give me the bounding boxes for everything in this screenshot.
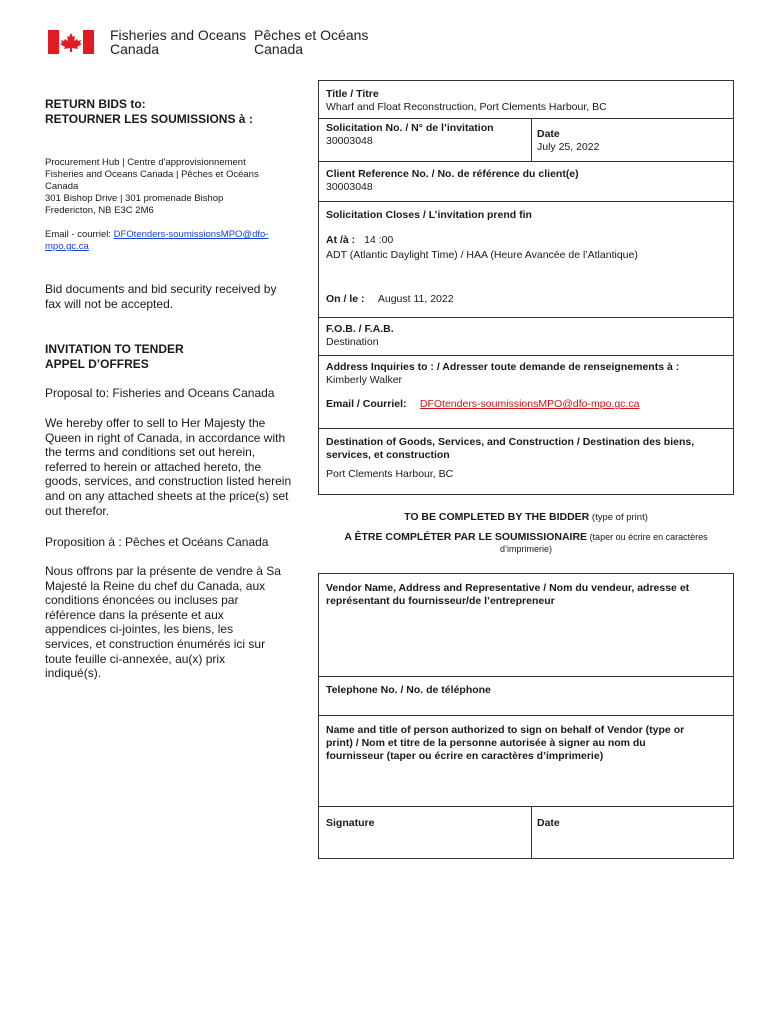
closing-time xyxy=(326,230,726,248)
at-label: At /à : xyxy=(326,234,356,246)
destination-label-cont: services, et construction xyxy=(326,449,450,461)
department-name-english xyxy=(110,28,246,56)
fob-field xyxy=(326,323,726,349)
divider xyxy=(318,428,734,429)
canada-flag-logo xyxy=(48,30,94,54)
authorized-person-field[interactable] xyxy=(326,724,728,763)
dept-fr-line2: Canada xyxy=(254,41,304,57)
solicitation-number-label: Solicitation No. / N° de l’invitation xyxy=(326,122,494,134)
title-label: Title / Titre xyxy=(326,88,379,100)
inquiries-field xyxy=(326,361,731,387)
at-value: 14 :00 xyxy=(364,234,394,246)
divider xyxy=(318,676,734,677)
offer-fr-line: Majesté la Reine du chef du Canada, aux xyxy=(45,578,266,593)
divider xyxy=(318,317,734,318)
offer-fr-line: appendices ci-jointes, les biens, les xyxy=(45,622,234,637)
return-email-link-cont[interactable]: mpo.gc.ca xyxy=(45,241,89,252)
offer-en-line: We hereby offer to sell to Her Majesty the xyxy=(45,416,266,430)
inquiries-value: Kimberly Walker xyxy=(326,374,403,386)
bidder-heading-fr xyxy=(318,531,734,555)
client-reference-field xyxy=(326,168,726,194)
offer-fr-line: référence dans la présente et aux xyxy=(45,607,224,622)
authorized-label: Name and title of person authorized to sign on behalf of Vendor (type or xyxy=(326,724,685,736)
solicitation-closes-label: Solicitation Closes / L’invitation prend fin xyxy=(326,209,532,221)
fob-value: Destination xyxy=(326,336,379,348)
authorized-label-cont: print) / Nom et titre de la personne autorisée à signer au nom du xyxy=(326,737,646,749)
offer-fr-line: indiqué(s). xyxy=(45,666,102,681)
return-address xyxy=(45,157,305,217)
divider xyxy=(318,201,734,202)
solicitation-number-field xyxy=(326,122,526,148)
bidder-heading-en xyxy=(318,511,734,524)
divider xyxy=(531,118,532,161)
proposal-en: Proposal to: Fisheries and Oceans Canada xyxy=(45,386,275,400)
telephone-field[interactable]: Telephone No. / No. de téléphone xyxy=(326,684,491,696)
title-field xyxy=(326,88,726,114)
client-reference-value: 30003048 xyxy=(326,181,373,193)
proposal-fr: Proposition à : Pêches et Océans Canada xyxy=(45,535,269,549)
bidder-en-bold: TO BE COMPLETED BY THE BIDDER xyxy=(404,511,590,523)
fax-note-line: fax will not be accepted. xyxy=(45,296,174,311)
vendor-name-field[interactable] xyxy=(326,582,728,608)
department-name-french xyxy=(254,28,368,56)
divider xyxy=(318,806,734,807)
inquiries-email-label: Email / Courriel: xyxy=(326,398,407,410)
fax-note xyxy=(45,282,310,311)
offer-fr-line: toute feuille ci-annexée, au(x) prix xyxy=(45,651,226,666)
client-reference-label: Client Reference No. / No. de référence du client(e) xyxy=(326,168,579,180)
date-label: Date xyxy=(537,128,560,140)
destination-label: Destination of Goods, Services, and Construction / Destination des biens, xyxy=(326,436,695,448)
divider xyxy=(318,715,734,716)
inquiries-email-field xyxy=(326,394,731,412)
return-bids-fr: RETOURNER LES SOUMISSIONS à : xyxy=(45,112,253,126)
fob-label: F.O.B. / F.A.B. xyxy=(326,323,394,335)
return-bids-heading xyxy=(45,97,305,127)
divider xyxy=(318,118,734,119)
invitation-heading xyxy=(45,342,305,372)
dept-en-line1: Fisheries and Oceans xyxy=(110,27,247,43)
return-email-link[interactable]: DFOtenders-soumissionsMPO@dfo- xyxy=(113,229,269,240)
bidder-en-note: (type of print) xyxy=(589,512,648,523)
address-line: 301 Bishop Drive | 301 promenade Bishop xyxy=(45,193,224,204)
signature-field[interactable]: Signature xyxy=(326,817,375,829)
return-email xyxy=(45,229,305,253)
address-line: Procurement Hub | Centre d'approvisionnement xyxy=(45,157,246,168)
destination-field xyxy=(326,436,731,481)
return-bids-en: RETURN BIDS to: xyxy=(45,97,146,111)
issue-date-field xyxy=(537,128,727,154)
bidder-fr-note-cont: d’imprimerie) xyxy=(499,544,552,554)
offer-en-paragraph xyxy=(45,416,310,518)
vendor-name-label: Vendor Name, Address and Representative / Nom du vendeur, adresse et xyxy=(326,582,690,594)
divider xyxy=(318,355,734,356)
offer-en-line: goods, services, and construction listed herein xyxy=(45,474,292,489)
closing-date xyxy=(326,289,726,307)
dept-en-line2: Canada xyxy=(110,41,160,57)
offer-en-line: referred to herein or attached hereto, the xyxy=(45,459,262,474)
offer-fr-line: Nous offrons par la présente de vendre à Sa xyxy=(45,564,281,578)
on-value: August 11, 2022 xyxy=(377,293,454,305)
divider xyxy=(318,161,734,162)
offer-fr-line: conditions énoncées ou incluses par xyxy=(45,593,239,608)
bidder-fr-note: (taper ou écrire en caractères xyxy=(587,532,708,542)
dept-fr-line1: Pêches et Océans xyxy=(254,27,369,43)
invitation-en: INVITATION TO TENDER xyxy=(45,342,184,356)
title-value: Wharf and Float Reconstruction, Port Clements Harbour, BC xyxy=(326,101,607,113)
destination-value: Port Clements Harbour, BC xyxy=(326,468,454,480)
timezone-text: ADT (Atlantic Daylight Time) / HAA (Heure Avancée de l’Atlantique) xyxy=(326,249,638,261)
inquiries-label: Address Inquiries to : / Adresser toute demande de renseignements à : xyxy=(326,361,680,373)
on-label: On / le : xyxy=(326,293,365,305)
offer-en-line: out therefor. xyxy=(45,503,110,518)
divider xyxy=(531,806,532,859)
address-line: Fredericton, NB E3C 2M6 xyxy=(45,205,154,216)
offer-en-line: and on any attached sheets at the price(s) set xyxy=(45,488,289,503)
fax-note-line: Bid documents and bid security received by xyxy=(45,282,277,296)
authorized-label-cont: fournisseur (taper ou écrire en caractères d’imprimerie) xyxy=(326,750,604,762)
address-line: Fisheries and Oceans Canada | Pêches et Océans xyxy=(45,169,259,180)
offer-fr-line: services, et construction énumérés ici sur xyxy=(45,636,266,651)
vendor-name-label-cont: représentant du fournisseur/de l’entrepreneur xyxy=(326,595,555,607)
signature-date-field[interactable]: Date xyxy=(537,817,560,829)
inquiries-email-link[interactable]: DFOtenders-soumissionsMPO@dfo-mpo.gc.ca xyxy=(419,398,640,410)
date-value: July 25, 2022 xyxy=(537,141,600,153)
email-label: Email - courriel: xyxy=(45,229,114,240)
invitation-fr: APPEL D’OFFRES xyxy=(45,357,149,371)
offer-fr-paragraph xyxy=(45,564,310,681)
solicitation-number-value: 30003048 xyxy=(326,135,373,147)
offer-en-line: Queen in right of Canada, in accordance with xyxy=(45,430,286,445)
address-line: Canada xyxy=(45,181,79,192)
bidder-fr-bold: A ÊTRE COMPLÉTER PAR LE SOUMISSIONAIRE xyxy=(344,531,588,543)
offer-en-line: the terms and conditions set out herein, xyxy=(45,445,256,460)
